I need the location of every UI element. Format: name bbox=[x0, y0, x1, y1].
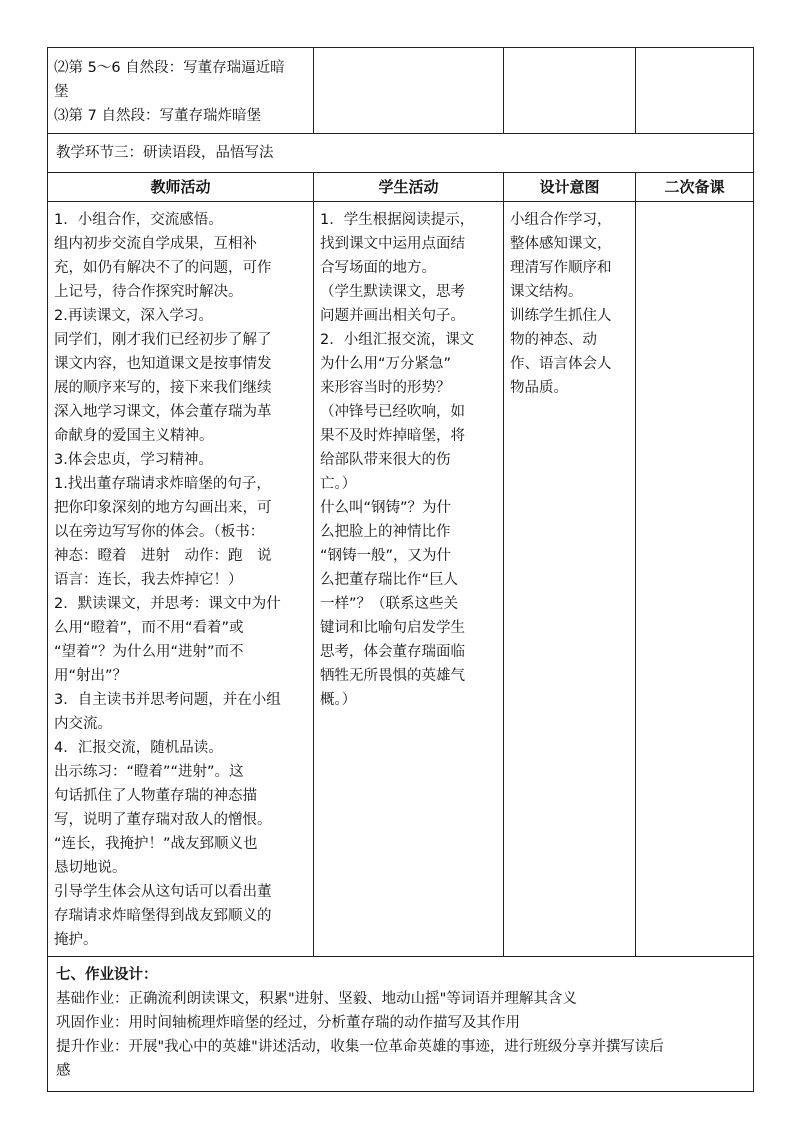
teacher-line: 展的顺序来写的，接下来我们继续 bbox=[54, 380, 272, 396]
teacher-line: 把你印象深刻的地方勾画出来，可 bbox=[54, 500, 272, 516]
student-line: 亡。） bbox=[320, 476, 357, 492]
design-intent-cell bbox=[504, 202, 636, 957]
homework-row bbox=[48, 957, 754, 1092]
student-line: 2．小组汇报交流，课文 bbox=[320, 332, 475, 348]
student-line: 么把脸上的神情比作 bbox=[320, 524, 451, 540]
teacher-line: 恳切地说。 bbox=[54, 860, 127, 876]
header-second: 二次备课 bbox=[636, 173, 754, 202]
teacher-activity-cell bbox=[48, 202, 314, 957]
teacher-line: 深入地学习课文，体会董存瑞为革 bbox=[54, 404, 272, 420]
content-row bbox=[48, 202, 754, 957]
header-student: 学生活动 bbox=[314, 173, 504, 202]
student-line: （冲锋号已经吹响，如 bbox=[320, 404, 465, 420]
student-line: 概。） bbox=[320, 692, 357, 708]
intent-line: 理清写作顺序和 bbox=[510, 260, 612, 276]
continuation-second-cell bbox=[636, 48, 754, 134]
student-line: 为什么用“万分紧急” bbox=[320, 356, 452, 372]
teacher-line: 充，如仍有解决不了的问题，可作 bbox=[54, 260, 272, 276]
teacher-line: “望着”？为什么用“进射”而不 bbox=[54, 644, 244, 660]
student-line: 牺牲无所畏惧的英雄气 bbox=[320, 668, 465, 684]
continuation-teacher-cell bbox=[48, 48, 314, 134]
teacher-line: 内交流。 bbox=[54, 716, 112, 732]
teacher-line: 么用“瞪着”，而不用“看着”或 bbox=[54, 620, 244, 636]
student-line: 合写场面的地方。 bbox=[320, 260, 436, 276]
teacher-line: 引导学生体会从这句话可以看出董 bbox=[54, 884, 272, 900]
student-line: “钢铸一般”，又为什 bbox=[320, 548, 452, 564]
teacher-line: 语言：连长，我去炸掉它！） bbox=[54, 572, 243, 588]
section-title: 教学环节三：研读语段，品悟写法 bbox=[48, 134, 754, 173]
second-prep-cell bbox=[636, 202, 754, 957]
teacher-line: 写，说明了董存瑞对敌人的憎恨。 bbox=[54, 812, 272, 828]
intent-line: 训练学生抓住人 bbox=[510, 308, 612, 324]
teacher-line: 出示练习：“瞪着”“进射”。这 bbox=[54, 764, 244, 780]
continuation-line: ⑶第 7 自然段：写董存瑞炸暗堡 bbox=[54, 108, 261, 124]
teacher-line: 2．默读课文，并思考：课文中为什 bbox=[54, 596, 281, 612]
continuation-row bbox=[48, 48, 754, 134]
teacher-line: 3．自主读书并思考问题，并在小组 bbox=[54, 692, 281, 708]
header-row bbox=[48, 173, 754, 202]
student-line: 果不及时炸掉暗堡，将 bbox=[320, 428, 465, 444]
teacher-line: 掩护。 bbox=[54, 932, 98, 948]
student-line: 什么叫“钢铸”？为什 bbox=[320, 500, 452, 516]
teacher-line: 3.体会忠贞，学习精神。 bbox=[54, 452, 213, 468]
homework-title: 七、作业设计： bbox=[56, 967, 158, 983]
continuation-line: 堡 bbox=[54, 84, 69, 100]
homework-line: 感 bbox=[56, 1063, 71, 1079]
homework-line: 巩固作业：用时间轴梳理炸暗堡的经过，分析董存瑞的动作描写及其作用 bbox=[56, 1015, 520, 1031]
student-line: 么把董存瑞比作“巨人 bbox=[320, 572, 459, 588]
intent-line: 作、语言体会人 bbox=[510, 356, 612, 372]
intent-line: 物的神态、动 bbox=[510, 332, 597, 348]
teacher-line: 课文内容，也知道课文是按事情发 bbox=[54, 356, 272, 372]
teacher-line: 1．小组合作，交流感悟。 bbox=[54, 212, 223, 228]
teacher-line: 存瑞请求炸暗堡得到战友郅顺义的 bbox=[54, 908, 272, 924]
continuation-student-cell bbox=[314, 48, 504, 134]
teacher-line: 用“射出”？ bbox=[54, 668, 128, 684]
teacher-line: 命献身的爱国主义精神。 bbox=[54, 428, 214, 444]
teacher-line: 2.再读课文，深入学习。 bbox=[54, 308, 213, 324]
intent-line: 整体感知课文， bbox=[510, 236, 612, 252]
student-line: 给部队带来很大的伤 bbox=[320, 452, 451, 468]
section-row bbox=[48, 134, 754, 173]
student-line: 找到课文中运用点面结 bbox=[320, 236, 465, 252]
teacher-line: 同学们，刚才我们已经初步了解了 bbox=[54, 332, 272, 348]
student-line: 问题并画出相关句子。 bbox=[320, 308, 465, 324]
student-line: 一样”？（联系这些关 bbox=[320, 596, 459, 612]
student-activity-cell bbox=[314, 202, 504, 957]
teacher-line: 4．汇报交流，随机品读。 bbox=[54, 740, 223, 756]
lesson-plan-table bbox=[47, 47, 754, 1092]
homework-cell bbox=[48, 957, 754, 1092]
homework-line: 提升作业：开展"我心中的英雄"讲述活动，收集一位革命英雄的事迹，进行班级分享并撰写读后 bbox=[56, 1039, 664, 1055]
teacher-line: 以在旁边写写你的体会。（板书： bbox=[54, 524, 265, 540]
teacher-line: 神态：瞪着 进射 动作：跑 说 bbox=[54, 548, 272, 564]
student-line: 思考，体会董存瑞面临 bbox=[320, 644, 465, 660]
header-teacher: 教师活动 bbox=[48, 173, 314, 202]
intent-line: 课文结构。 bbox=[510, 284, 583, 300]
student-line: 来形容当时的形势？ bbox=[320, 380, 451, 396]
teacher-line: 1.找出董存瑞请求炸暗堡的句子， bbox=[54, 476, 271, 492]
header-intent: 设计意图 bbox=[504, 173, 636, 202]
student-line: 键词和比喻句启发学生 bbox=[320, 620, 465, 636]
teacher-line: 组内初步交流自学成果，互相补 bbox=[54, 236, 257, 252]
teacher-line: “连长，我掩护！”战友郅顺义也 bbox=[54, 836, 258, 852]
continuation-intent-cell bbox=[504, 48, 636, 134]
homework-line: 基础作业：正确流利朗读课文，积累"进射、坚毅、地动山摇"等词语并理解其含义 bbox=[56, 991, 577, 1007]
intent-line: 物品质。 bbox=[510, 380, 568, 396]
teacher-line: 上记号，待合作探究时解决。 bbox=[54, 284, 243, 300]
student-line: （学生默读课文，思考 bbox=[320, 284, 465, 300]
intent-line: 小组合作学习， bbox=[510, 212, 612, 228]
student-line: 1．学生根据阅读提示， bbox=[320, 212, 475, 228]
teacher-line: 句话抓住了人物董存瑞的神态描 bbox=[54, 788, 257, 804]
continuation-line: ⑵第 5～6 自然段：写董存瑞逼近暗 bbox=[54, 60, 285, 76]
